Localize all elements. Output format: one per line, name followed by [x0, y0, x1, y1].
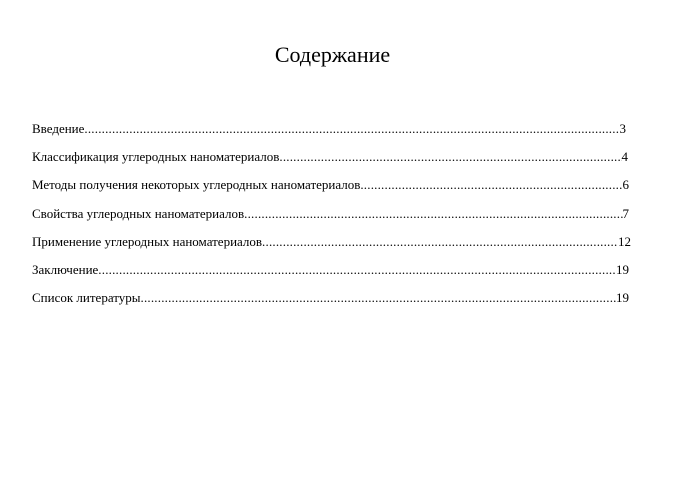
toc-entry[interactable]	[32, 261, 632, 289]
toc-entry-page: 7	[622, 205, 629, 221]
toc-entry-page: 3	[619, 121, 626, 136]
toc-entry-label: Свойства углеродных наноматериалов	[32, 205, 245, 221]
toc-dot-leader	[360, 176, 622, 194]
toc-entry-label: Классификация углеродных наноматериалов	[32, 149, 280, 165]
toc-entry-page: 6	[622, 177, 629, 193]
toc-entry-label: Заключение	[32, 261, 99, 277]
table-of-contents	[32, 120, 632, 317]
toc-entry-page: 19	[616, 261, 629, 277]
toc-entry[interactable]	[32, 176, 632, 204]
toc-dot-leader	[262, 233, 618, 251]
toc-entry[interactable]	[32, 289, 632, 317]
toc-entry[interactable]	[32, 120, 632, 148]
toc-dot-leader	[244, 205, 622, 223]
toc-entry-label: Методы получения некоторых углеродных наноматериалов	[32, 177, 361, 193]
toc-entry-label: Список литературы	[32, 290, 141, 306]
toc-entry[interactable]	[32, 148, 632, 176]
page-title: Содержание	[274, 42, 391, 67]
toc-entry-page: 12	[618, 233, 631, 249]
toc-entry-label: Применение углеродных наноматериалов	[32, 233, 263, 249]
toc-dot-leader	[84, 120, 619, 138]
toc-entry-page: 19	[616, 290, 629, 306]
toc-entry-page: 4	[621, 149, 628, 165]
toc-dot-leader	[141, 289, 617, 307]
toc-dot-leader	[279, 148, 621, 166]
toc-entry[interactable]	[32, 205, 632, 233]
toc-entry-label: Введение	[32, 121, 85, 136]
toc-entry[interactable]	[32, 233, 632, 261]
toc-dot-leader	[98, 261, 616, 279]
